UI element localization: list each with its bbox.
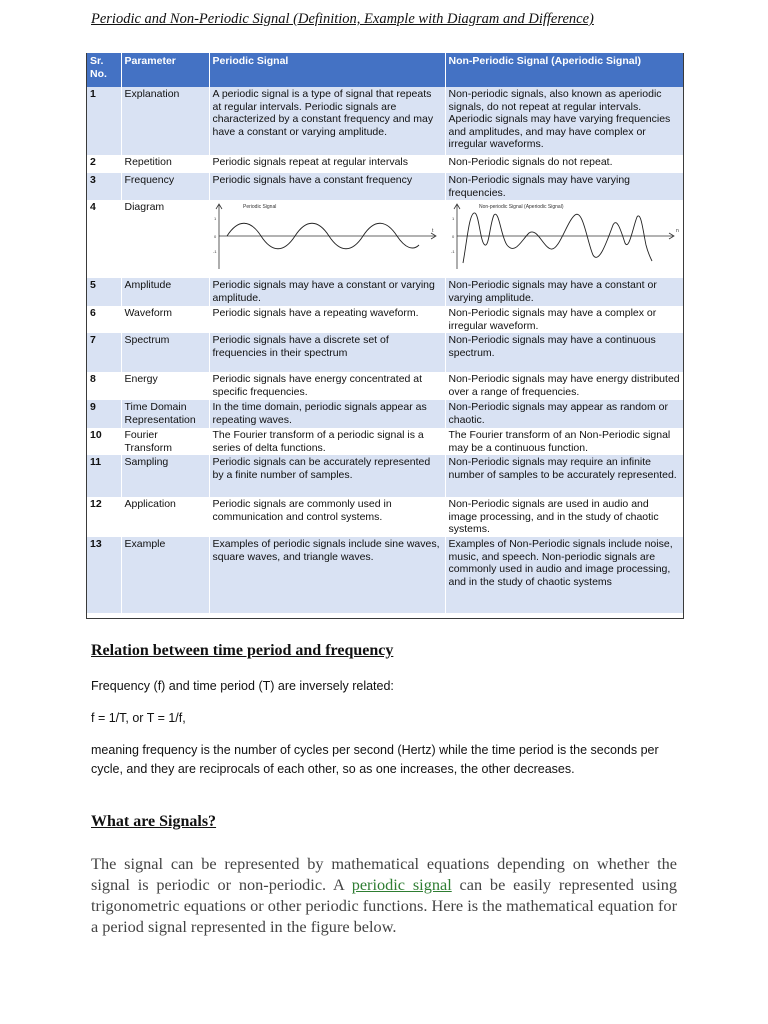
row-number: 2 [87, 155, 121, 173]
row-parameter: Time Domain Representation [121, 400, 209, 428]
row-periodic-cell: A periodic signal is a type of signal that repeats at regular intervals. Periodic signals are characterized by a constant frequency and may have a constant or varying amplitude. [209, 87, 445, 155]
nonperiodic-axis-n: n [675, 228, 679, 234]
row-parameter: Fourier Transform [121, 428, 209, 455]
row-periodic-cell: Periodic signals have a discrete set of frequencies in their spectrum [209, 333, 445, 372]
table-row [87, 173, 683, 200]
nonperiodic-irregular-wave [463, 213, 652, 263]
periodic-diagram-cell [209, 200, 445, 278]
signals-text-before-link: The signal can be represented by mathematical equations depending on whether the signal is periodic or non-periodic. A [91, 854, 677, 894]
row-number: 10 [87, 428, 121, 455]
header-nonperiodic: Non-Periodic Signal (Aperiodic Signal) [445, 53, 683, 87]
periodic-signal-diagram [213, 201, 441, 273]
row-nonperiodic-cell: Non-Periodic signals are used in audio and image processing, and in the study of chaotic systems. [448, 498, 659, 535]
row-number: 4 [87, 200, 121, 278]
periodic-diagram-label: Periodic Signal [242, 204, 276, 210]
row-periodic-cell: Periodic signals have energy concentrated at specific frequencies. [209, 372, 445, 400]
table-row [87, 455, 683, 497]
comparison-table [86, 53, 684, 619]
row-number: 6 [87, 306, 121, 333]
row-number: 13 [87, 537, 121, 613]
table-row [87, 87, 683, 155]
row-parameter: Explanation [121, 87, 209, 155]
nonperiodic-signal-diagram [449, 201, 681, 273]
row-number: 7 [87, 333, 121, 372]
row-periodic-cell: Periodic signals repeat at regular intervals [209, 155, 445, 173]
row-nonperiodic-cell: Non-Periodic signals may have varying frequencies. [445, 173, 683, 200]
relation-formula: f = 1/T, or T = 1/f, [91, 711, 186, 725]
row-parameter: Amplitude [121, 278, 209, 306]
table-header-row [87, 53, 683, 87]
row-number: 3 [87, 173, 121, 200]
row-parameter: Waveform [121, 306, 209, 333]
periodic-tick-0: 0 [213, 234, 216, 239]
row-periodic-cell: Periodic signals have a repeating waveform. [209, 306, 445, 333]
row-nonperiodic-cell: Non-periodic signals, also known as aperiodic signals, do not repeat at regular intervals. Aperiodic signals may have varying frequencies and amplitudes, and may have complex or irregular waveforms. [445, 87, 683, 155]
periodic-tick-1: 1 [213, 216, 216, 221]
row-parameter: Application [121, 497, 209, 537]
header-parameter: Parameter [121, 53, 209, 87]
row-nonperiodic-cell: Non-Periodic signals may have a constant or varying amplitude. [445, 278, 683, 306]
row-number: 1 [87, 87, 121, 155]
signals-heading: What are Signals? [91, 813, 217, 830]
table-row [87, 428, 683, 455]
row-parameter: Example [121, 537, 209, 613]
row-number: 8 [87, 372, 121, 400]
nonperiodic-tick-1: 1 [451, 216, 454, 221]
row-parameter: Diagram [121, 200, 209, 278]
row-parameter: Sampling [121, 455, 209, 497]
nonperiodic-diagram-label: Non-periodic Signal (Aperiodic Signal) [478, 204, 563, 210]
row-parameter: Spectrum [121, 333, 209, 372]
row-periodic-cell: Periodic signals are commonly used in communication and control systems. [209, 497, 445, 537]
row-nonperiodic-cell: Non-Periodic signals do not repeat. [448, 156, 613, 168]
row-parameter: Repetition [121, 155, 209, 173]
signals-paragraph [91, 853, 677, 937]
periodic-signal-link[interactable]: periodic signal [351, 875, 452, 894]
row-nonperiodic-cell: Non-Periodic signals may have energy distributed over a range of frequencies. [448, 373, 680, 398]
row-number: 11 [87, 455, 121, 497]
table-row [87, 497, 683, 537]
row-nonperiodic-cell: The Fourier transform of an Non-Periodic signal may be a continuous function. [448, 429, 671, 454]
table-row [87, 306, 683, 333]
table-row [87, 537, 683, 613]
row-number: 5 [87, 278, 121, 306]
row-parameter: Frequency [121, 173, 209, 200]
row-periodic-cell: Periodic signals have a constant frequency [209, 173, 445, 200]
relation-intro-text: Frequency (f) and time period (T) are inversely related: [91, 679, 394, 693]
row-number: 9 [87, 400, 121, 428]
row-periodic-cell: The Fourier transform of a periodic signal is a series of delta functions. [209, 428, 445, 455]
nonperiodic-tick-neg1: -1 [450, 249, 455, 254]
header-periodic: Periodic Signal [209, 53, 445, 87]
relation-heading: Relation between time period and frequency [91, 642, 394, 659]
row-nonperiodic-cell: Non-Periodic signals may have a continuous spectrum. [445, 333, 683, 372]
row-periodic-cell: Periodic signals can be accurately represented by a finite number of samples. [209, 455, 445, 497]
table-row [87, 333, 683, 372]
row-parameter: Energy [121, 372, 209, 400]
row-nonperiodic-cell: Non-Periodic signals may appear as random or chaotic. [445, 400, 683, 428]
relation-explanation: meaning frequency is the number of cycles per second (Hertz) while the time period is the seconds per cycle, and they are reciprocals of each other, so as one increases, the other decreases. [91, 743, 659, 776]
row-nonperiodic-cell: Non-Periodic signals may require an infinite number of samples to be accurately represented. [445, 455, 683, 497]
row-periodic-cell: In the time domain, periodic signals appear as repeating waves. [209, 400, 445, 428]
row-nonperiodic-cell: Examples of Non-Periodic signals include noise, music, and speech. Non-periodic signals are commonly used in audio and image processing, and in the study of chaotic systems [445, 537, 683, 613]
document-title: Periodic and Non-Periodic Signal (Definition, Example with Diagram and Difference) [91, 11, 594, 27]
signals-text-after-link: can be easily represented using trigonometric equations or other periodic functions. Here is the mathematical equation for a period signal represented in the figure below. [91, 875, 677, 936]
table-row [87, 400, 683, 428]
table-row [87, 200, 683, 278]
table-row [87, 372, 683, 400]
table-row [87, 278, 683, 306]
table-row [87, 155, 683, 173]
periodic-tick-neg1: -1 [212, 249, 217, 254]
nonperiodic-tick-0: 0 [451, 234, 454, 239]
nonperiodic-diagram-cell [445, 200, 683, 278]
header-sr-no: Sr. No. [87, 53, 121, 87]
row-number: 12 [87, 497, 121, 537]
periodic-axis-t: t [431, 228, 433, 234]
row-nonperiodic-cell: Non-Periodic signals may have a complex or irregular waveform. [448, 307, 657, 332]
row-periodic-cell: Periodic signals may have a constant or varying amplitude. [209, 278, 445, 306]
row-periodic-cell: Examples of periodic signals include sine waves, square waves, and triangle waves. [209, 537, 445, 613]
